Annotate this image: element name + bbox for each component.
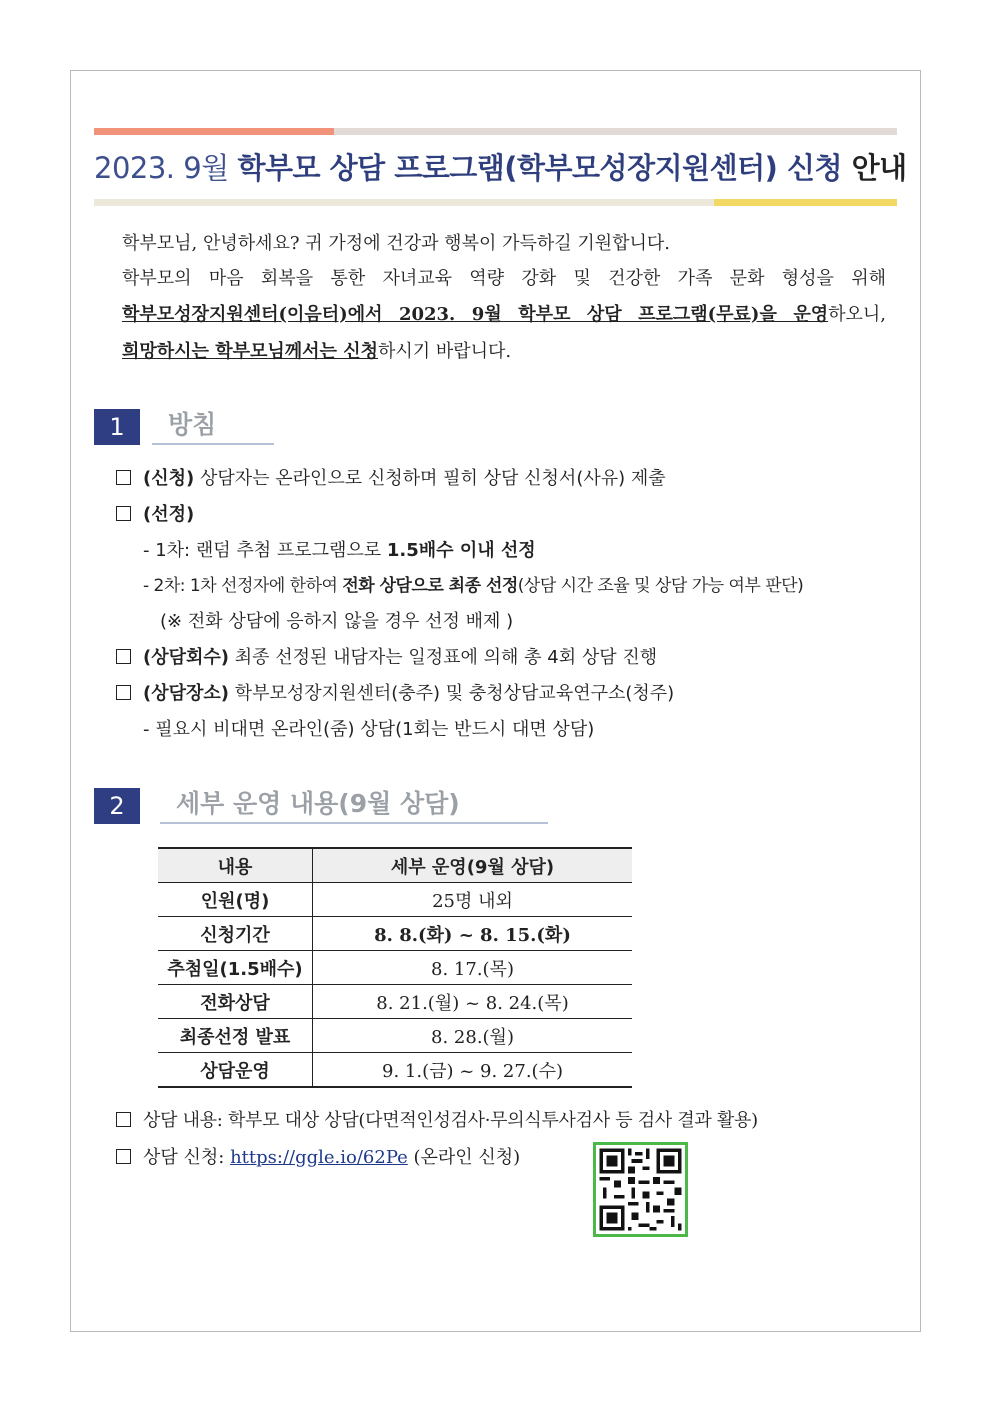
policy-place <box>116 679 674 705</box>
checkbox-icon <box>116 1149 131 1164</box>
round-1-text: - 1차: 랜덤 추첨 프로그램으로 <box>143 540 387 561</box>
page-title <box>94 146 907 187</box>
round-2-rest: (상담 시간 조율 및 상담 가능 여부 판단) <box>517 576 804 596</box>
counsel-content <box>116 1106 758 1132</box>
table-cell-value: 8. 28.(월) <box>313 1019 633 1053</box>
checkbox-icon <box>116 506 131 521</box>
policy-count-text: 최종 선정된 내담자는 일정표에 의해 총 4회 상담 진행 <box>229 647 658 668</box>
table-row <box>158 985 632 1019</box>
title-date: 2023. 9월 <box>94 151 238 185</box>
policy-select <box>116 500 194 526</box>
counsel-content-text: 상담 내용: 학부모 대상 상담(다면적인성검사·무의식투사검사 등 검사 결과 활용) <box>143 1110 758 1131</box>
intro-line-4-highlight: 희망하시는 학부모님께서는 신청 <box>122 341 378 362</box>
policy-round-1 <box>143 536 536 562</box>
counsel-apply-suffix: (온라인 신청) <box>407 1147 521 1168</box>
counsel-apply <box>116 1143 520 1169</box>
table-header-item: 내용 <box>158 848 313 883</box>
policy-count <box>116 643 657 669</box>
intro-line-3 <box>122 300 886 326</box>
table-cell-label: 추첨일(1.5배수) <box>158 951 313 985</box>
table-cell-label: 신청기간 <box>158 917 313 951</box>
counsel-apply-prefix: 상담 신청: <box>143 1147 231 1168</box>
table-cell-value: 8. 8.(화) ~ 8. 15.(화) <box>313 917 633 951</box>
table-cell-value: 8. 21.(월) ~ 8. 24.(목) <box>313 985 633 1019</box>
qr-code[interactable] <box>593 1142 688 1237</box>
intro-line-2: 학부모의 마음 회복을 통한 자녀교육 역량 강화 및 건강한 가족 문화 형성을 위해 <box>122 268 886 289</box>
title-bar-top-accent <box>94 128 334 135</box>
section-1-title: 방침 <box>152 407 274 445</box>
policy-apply-text: 상담자는 온라인으로 신청하며 필히 상담 신청서(사유) 제출 <box>194 468 666 489</box>
table-cell-value: 9. 1.(금) ~ 9. 27.(수) <box>313 1053 633 1088</box>
table-cell-label: 최종선정 발표 <box>158 1019 313 1053</box>
round-2-highlight: 전화 상담으로 최종 선정 <box>342 576 518 596</box>
table-row <box>158 1053 632 1088</box>
intro-line-3-highlight: 학부모성장지원센터(이음터)에서 2023. 9월 학부모 상담 프로그램(무료)을 운영 <box>122 304 829 325</box>
table-cell-label: 상담운영 <box>158 1053 313 1088</box>
checkbox-icon <box>116 649 131 664</box>
policy-place-note: - 필요시 비대면 온라인(줌) 상담(1회는 반드시 대면 상담) <box>143 719 595 740</box>
policy-note: (※ 전화 상담에 응하지 않을 경우 선정 배제 ) <box>160 611 514 632</box>
table-header-row <box>158 848 632 883</box>
title-bar-bottom <box>94 199 714 206</box>
qr-code-icon <box>596 1145 685 1234</box>
table-cell-label: 인원(명) <box>158 883 313 917</box>
table-row <box>158 917 632 951</box>
checkbox-icon <box>116 1112 131 1127</box>
intro-line-4-rest: 하시기 바랍니다. <box>377 341 512 362</box>
policy-place-text: 학부모성장지원센터(충주) 및 충청상담교육연구소(청주) <box>229 683 675 704</box>
policy-round-2 <box>143 571 803 596</box>
policy-select-label: (선정) <box>143 504 195 525</box>
round-2-text: - 2차: 1차 선정자에 한하여 <box>143 576 343 596</box>
round-1-highlight: 1.5배수 이내 선정 <box>386 540 536 561</box>
policy-apply-label: (신청) <box>143 468 195 489</box>
apply-link[interactable]: https://ggle.io/62Pe <box>230 1147 408 1168</box>
checkbox-icon <box>116 685 131 700</box>
table-row <box>158 1019 632 1053</box>
section-2-title: 세부 운영 내용(9월 상담) <box>160 786 548 824</box>
intro-line-4 <box>122 337 511 363</box>
policy-count-label: (상담회수) <box>143 647 230 668</box>
policy-place-label: (상담장소) <box>143 683 230 704</box>
intro-line-3-rest: 하오니, <box>828 304 886 325</box>
table-header-detail: 세부 운영(9월 상담) <box>313 848 633 883</box>
table-cell-value: 25명 내외 <box>313 883 633 917</box>
title-suffix: 안내 <box>842 151 907 185</box>
table-row <box>158 951 632 985</box>
table-row <box>158 883 632 917</box>
title-bar-bottom-accent <box>714 199 897 206</box>
table-cell-label: 전화상담 <box>158 985 313 1019</box>
policy-apply <box>116 464 666 490</box>
title-bar-top <box>334 128 897 135</box>
table-cell-value: 8. 17.(목) <box>313 951 633 985</box>
intro-line-1: 학부모님, 안녕하세요? 귀 가정에 건강과 행복이 가득하길 기원합니다. <box>122 233 671 254</box>
title-main: 학부모 상담 프로그램(학부모성장지원센터) 신청 <box>237 151 843 185</box>
section-2-number: 2 <box>94 788 140 824</box>
section-1-number: 1 <box>94 409 140 445</box>
checkbox-icon <box>116 470 131 485</box>
schedule-table <box>158 847 632 1088</box>
